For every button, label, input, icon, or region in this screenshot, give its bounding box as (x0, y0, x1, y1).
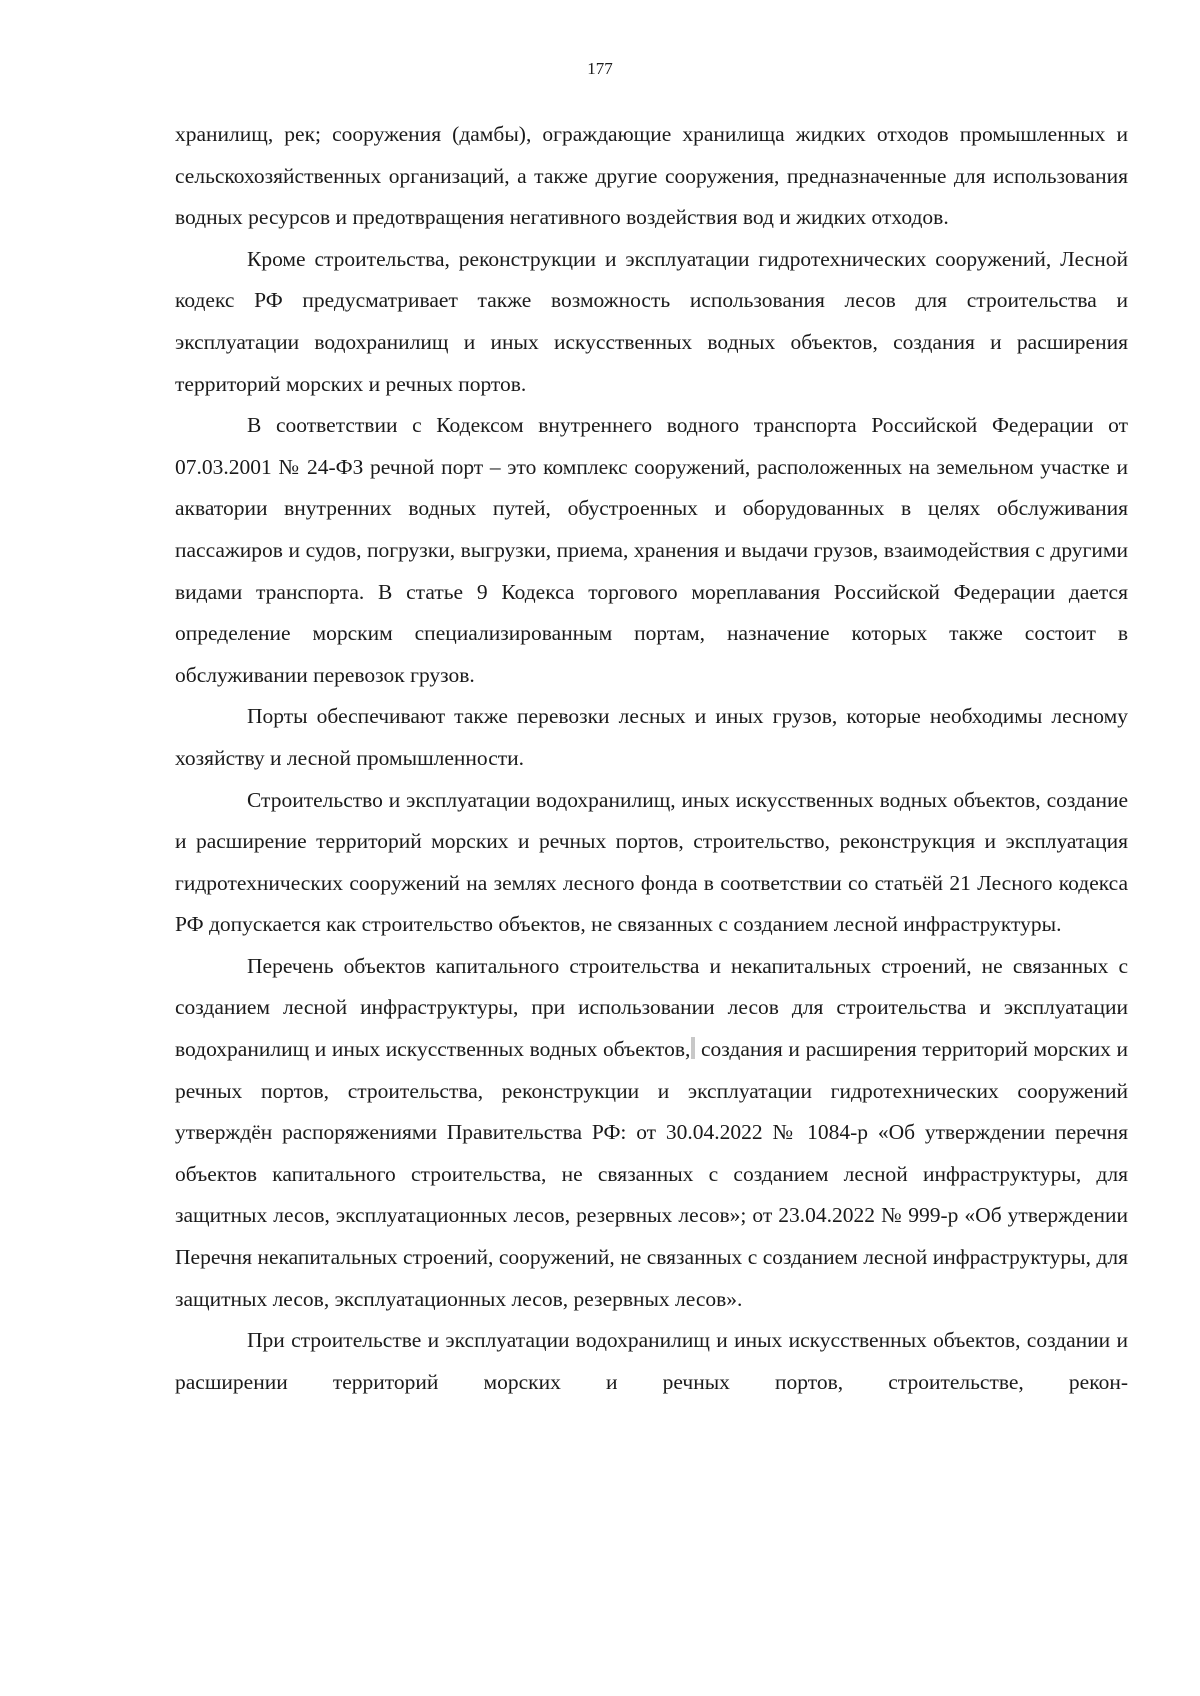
paragraph-continuation: хранилищ, рек; сооружения (дамбы), ограждающие хранилища жидких отходов промышленных и сельскохозяйственных организаций, а также другие сооружения, предназначенные для использования водных ресурсов и предотвращения негативного воздействия вод и жидких отходов. (175, 122, 1128, 230)
paragraph-objects-list-part-1: Перечень объектов капитального строительства и некапитальных строений, не связанных с созданием лесной инфраструктуры, при использовании лесов для строительства и эксплуатации водохранилищ и иных искусственных водных объектов, (175, 953, 1128, 1062)
document-body (175, 114, 1128, 1403)
paragraph-construction-article-21: Строительство и эксплуатации водохранилищ, иных искусственных водных объектов, создание и расширение территорий морских и речных портов, строительство, реконструкция и эксплуатация гидротехнических сооружений на землях лесного фонда в соответствии со статьёй 21 Лесного кодекса РФ допускается как строительство объектов, не связанных с созданием лесной инфраструктуры. (175, 787, 1128, 937)
paragraph-objects-list-part-2: создания и расширения территорий морских и речных портов, строительства, реконструкции и эксплуатации гидротехнических сооружений утверждён распоряжениями Правительства РФ: от 30.04.2022 № 1084-р «Об утверждении перечня объектов капитального строительства, не связанных с созданием лесной инфраструктуры, для защитных лесов, эксплуатационных лесов, резервных лесов»; от 23.04.2022 № 999-р «Об утверждении Перечня некапитальных строений, сооружений, не связанных с созданием лесной инфраструктуры, для защитных лесов, эксплуатационных лесов, резервных лесов». (175, 1037, 1128, 1311)
paragraph-river-port-definition: В соответствии с Кодексом внутреннего водного транспорта Российской Федерации от 07.03.2001 № 24-ФЗ речной порт – это комплекс сооружений, расположенных на земельном участке и акватории внутренних водных путей, обустроенных и оборудованных в целях обслуживания пассажиров и судов, погрузки, выгрузки, приема, хранения и выдачи грузов, взаимодействия с другими видами транспорта. В статье 9 Кодекса торгового мореплавания Российской Федерации дается определение морским специализированным портам, назначение которых также состоит в обслуживании перевозок грузов. (175, 413, 1128, 687)
page-number: 177 (587, 59, 613, 78)
paragraph-ports-cargo: Порты обеспечивают также перевозки лесных и иных грузов, которые необходимы лесному хозяйству и лесной промышленности. (175, 704, 1128, 770)
paragraph-objects-list (175, 946, 1128, 1320)
paragraph-forest-code-uses: Кроме строительства, реконструкции и эксплуатации гидротехнических сооружений, Лесной кодекс РФ предусматривает также возможность использования лесов для строительства и эксплуатации водохранилищ и иных искусственных водных объектов, создания и расширения территорий морских и речных портов. (175, 246, 1128, 396)
paragraph-construction-continued: При строительстве и эксплуатации водохранилищ и иных искусственных объектов, создании и расширении территорий морских и речных портов, строительстве, рекон- (175, 1328, 1128, 1394)
